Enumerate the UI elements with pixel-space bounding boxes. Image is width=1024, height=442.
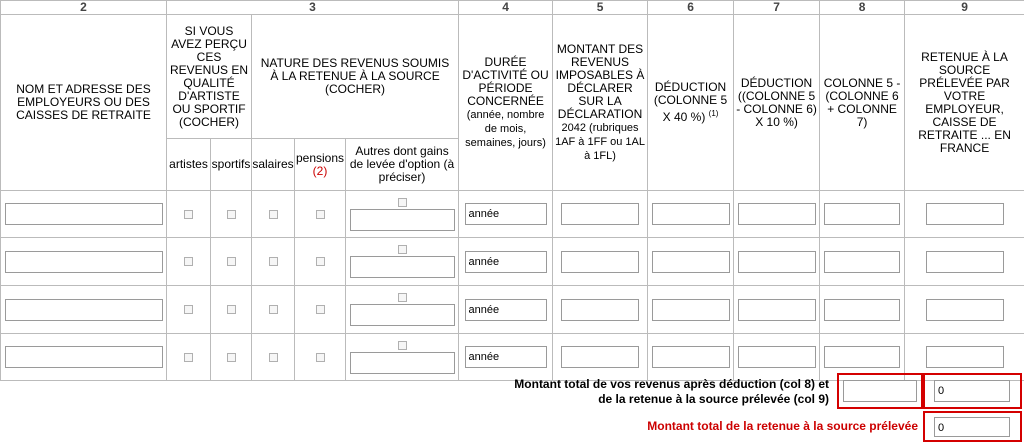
amount-input[interactable] — [561, 299, 639, 321]
autres-detail-input[interactable] — [350, 304, 455, 326]
pensions-checkbox[interactable] — [316, 353, 325, 362]
sportif-checkbox[interactable] — [227, 210, 236, 219]
col9-input[interactable] — [926, 203, 1004, 225]
subheader-artistes: artistes — [167, 139, 211, 191]
duration-input[interactable]: année — [465, 203, 547, 225]
artist-checkbox[interactable] — [184, 305, 193, 314]
col8-input[interactable] — [824, 346, 900, 368]
header-deduction-10: DÉDUCTION ((COLONNE 5 - COLONNE 6) X 10 %) — [734, 15, 820, 191]
header-amount-title: MONTANT DES REVENUS IMPOSABLES À DÉCLARER SUR LA DÉCLARATION — [555, 41, 645, 121]
subheader-autres: Autres dont gains de levée d'option (à préciser) — [346, 139, 459, 191]
autres-detail-input[interactable] — [350, 209, 455, 231]
subheader-pensions-text: pensions — [295, 150, 345, 165]
col9-input[interactable] — [926, 346, 1004, 368]
table-row — [1, 238, 1024, 286]
header-amount-sub: 2042 (rubriques 1AF à 1FF ou 1AL à 1FL) — [555, 121, 645, 162]
duration-input[interactable]: année — [465, 299, 547, 321]
header-amount — [553, 15, 648, 191]
col-number-9: 9 — [905, 1, 1024, 15]
amount-input[interactable] — [561, 203, 639, 225]
deduction-10-input[interactable] — [738, 299, 816, 321]
col-number-5: 5 — [553, 1, 648, 15]
header-duration — [459, 15, 553, 191]
totals-label — [409, 377, 829, 407]
deduction-10-input[interactable] — [738, 346, 816, 368]
pensions-checkbox[interactable] — [316, 257, 325, 266]
totals-label-line1: Montant total de vos revenus après déduction (col 8) et — [514, 377, 829, 391]
artist-checkbox[interactable] — [184, 353, 193, 362]
employer-name-input[interactable] — [5, 299, 163, 321]
autres-detail-input[interactable] — [350, 256, 455, 278]
employer-name-input[interactable] — [5, 251, 163, 273]
header-deduction-40 — [648, 15, 734, 191]
header-deduction-40-text: DÉDUCTION (COLONNE 5 X 40 %) — [653, 80, 728, 124]
autres-detail-input[interactable] — [350, 352, 455, 374]
total-col8-highlight — [837, 373, 923, 409]
pensions-checkbox[interactable] — [316, 210, 325, 219]
col8-input[interactable] — [824, 203, 900, 225]
autres-checkbox[interactable] — [398, 245, 407, 254]
total-col9-input[interactable]: 0 — [934, 380, 1010, 402]
autres-checkbox[interactable] — [398, 341, 407, 350]
withholding-total-input[interactable]: 0 — [934, 417, 1010, 437]
deduction-40-input[interactable] — [652, 251, 730, 273]
totals-label-line2: de la retenue à la source prélevée (col 9) — [598, 392, 829, 406]
deduction-40-input[interactable] — [652, 203, 730, 225]
col-number-4: 4 — [459, 1, 553, 15]
header-col9: RETENUE À LA SOURCE PRÉLEVÉE PAR VOTRE EMPLOYEUR, CAISSE DE RETRAITE ... EN FRANCE — [905, 15, 1024, 191]
subheader-sportifs: sportifs — [211, 139, 252, 191]
sportif-checkbox[interactable] — [227, 257, 236, 266]
header-nature: NATURE DES REVENUS SOUMIS À LA RETENUE À LA SOURCE (COCHER) — [252, 15, 459, 139]
deduction-40-input[interactable] — [652, 346, 730, 368]
deduction-10-input[interactable] — [738, 203, 816, 225]
autres-checkbox[interactable] — [398, 198, 407, 207]
deduction-40-input[interactable] — [652, 299, 730, 321]
subheader-salaires: salaires — [252, 139, 295, 191]
salaires-checkbox[interactable] — [269, 353, 278, 362]
duration-input[interactable]: année — [465, 251, 547, 273]
col-number-3: 3 — [167, 1, 459, 15]
header-duration-title: DURÉE D'ACTIVITÉ OU PÉRIODE CONCERNÉE — [462, 54, 549, 108]
subheader-pensions — [295, 139, 346, 191]
header-col8: COLONNE 5 - (COLONNE 6 + COLONNE 7) — [820, 15, 905, 191]
deduction-10-input[interactable] — [738, 251, 816, 273]
col8-input[interactable] — [824, 251, 900, 273]
sportif-checkbox[interactable] — [227, 353, 236, 362]
col8-input[interactable] — [824, 299, 900, 321]
withholding-total-highlight — [923, 411, 1022, 442]
table-row — [1, 286, 1024, 334]
col-number-8: 8 — [820, 1, 905, 15]
header-name-address: NOM ET ADRESSE DES EMPLOYEURS OU DES CAISSES DE RETRAITE — [1, 15, 167, 191]
total-col9-highlight — [923, 373, 1022, 409]
amount-input[interactable] — [561, 346, 639, 368]
note-1: (1) — [708, 109, 719, 118]
withholding-total-label: Montant total de la retenue à la source prélevée — [647, 419, 918, 433]
header-artist-sport: SI VOUS AVEZ PERÇU CES REVENUS EN QUALITÉ D'ARTISTE OU SPORTIF (COCHER) — [167, 15, 252, 139]
autres-checkbox[interactable] — [398, 293, 407, 302]
col9-input[interactable] — [926, 251, 1004, 273]
sportif-checkbox[interactable] — [227, 305, 236, 314]
total-col8-input[interactable] — [843, 380, 917, 402]
salaires-checkbox[interactable] — [269, 257, 278, 266]
artist-checkbox[interactable] — [184, 257, 193, 266]
table-row — [1, 191, 1024, 238]
pensions-checkbox[interactable] — [316, 305, 325, 314]
duration-input[interactable]: année — [465, 346, 547, 368]
col-number-7: 7 — [734, 1, 820, 15]
totals-section — [0, 374, 1024, 442]
artist-checkbox[interactable] — [184, 210, 193, 219]
col9-input[interactable] — [926, 299, 1004, 321]
employer-name-input[interactable] — [5, 346, 163, 368]
col-number-6: 6 — [648, 1, 734, 15]
header-duration-sub: (année, nombre de mois, semaines, jours) — [465, 108, 546, 149]
employer-name-input[interactable] — [5, 203, 163, 225]
note-2: (2) — [312, 163, 328, 178]
col-number-2: 2 — [1, 1, 167, 15]
amount-input[interactable] — [561, 251, 639, 273]
salaires-checkbox[interactable] — [269, 210, 278, 219]
salaires-checkbox[interactable] — [269, 305, 278, 314]
